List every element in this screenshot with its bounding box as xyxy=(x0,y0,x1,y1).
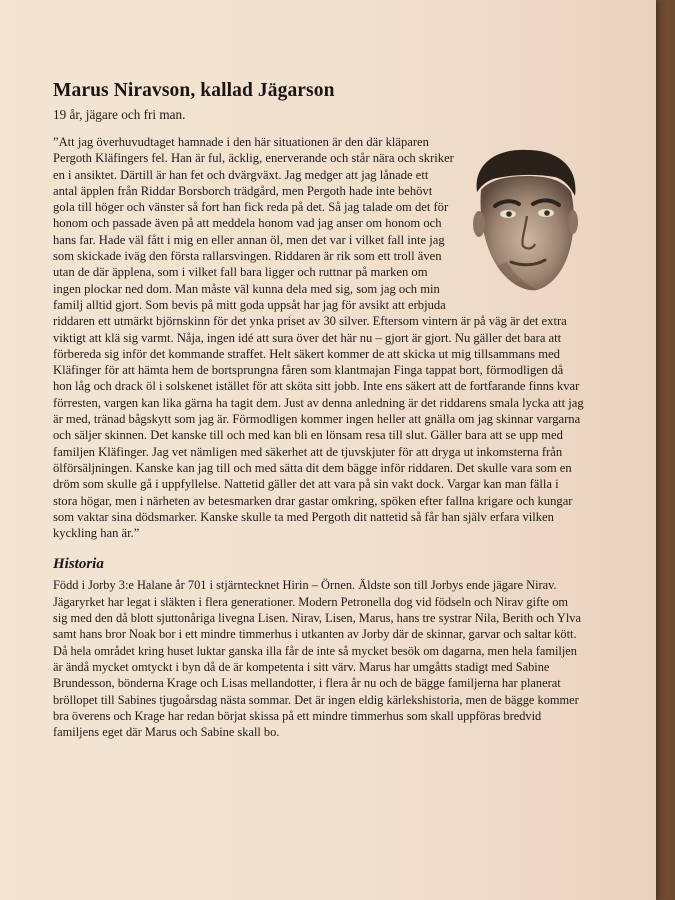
portrait-illustration xyxy=(467,144,585,304)
quote-section xyxy=(53,134,585,541)
character-title: Marus Niravson, kallad Jägarson xyxy=(53,80,335,101)
quote-text: ”Att jag överhuvudtaget hamnade i den här situationen är den där kläparen Pergoth Kläfingers fel. Han är ful, äcklig, enerverande och står nära och skriker en i ansiktet. Därtill är han fet och dvärgväxt. Jag medger att jag lånade ett antal äpplen från Riddar Borsborch trädgård, men Pergoth hade inte behövt gola till höger och vänster så fort han fick reda på det. Så jag talade om det för honom och passade även på att meddela honom vad jag anser om honom och hans far. Hade väl fått i mig en eller annan öl, men det var i vilket fall inte jag som skickade iväg den första rallarsvingen. Riddaren är rik som ett troll även utan de där äpplena, som i vilket fall bara ligger och ruttnar på marken om ingen plockar ned dom. Man måste väl kunna dela med sig, som jag och min familj alltid gjort. Som bevis på mitt goda uppsåt har jag för avsikt att erbjuda riddaren ett utmärkt björnskinn för det ynka priset av 30 silver. Eftersom vintern är på väg är det extra viktigt att klä sig varmt. Nåja, ingen idé att sura över det här nu – gjort är gjort. Nu gäller det bara att förbereda sig inför det kommande straffet. Helt säkert kommer de att skicka ut mig tillsammans med Kläfinger för att hämta hem de bortsprungna fåren som klantmajan Finga tappat bort, förmodligen då hon låg och drack öl i solskenet istället för att sköta sitt jobb. Inte ens säkert att de fortfarande finns kvar förresten, vargen kan lika gärna ha tagit dem. Just av denna anledning är det riddarens smala lycka att jag är med, tränad bågskytt som jag är. Förmodligen kommer ingen heller att gnälla om jag skinnar vargarna och säljer skinnen. Det kanske till och med kan bli en lönsam resa till slut. Gäller bara att se upp med familjen Kläfinger. Jag vet nämligen med säkerhet att de tjuvskjuter för att dryga ut inkomsterna från ölförsäljningen. Kanske kan jag till och med sätta dit dem bägge inför riddaren. Det skulle vara som en dröm som skulle gå i uppfyllelse. Nattetid gäller det att vara på sin vakt dock. Vargar kan man fälla i stora högar, men i närheten av betesmarken drar gastar omkring, spöken efter fallna krigare och kungar som vaktar sina dödsmarker. Kanske skulle ta med Pergoth dit nattetid så får han själv erfara vilken kyckling han är.” xyxy=(53,135,584,541)
text-column xyxy=(53,78,585,740)
history-heading: Historia xyxy=(53,556,104,573)
history-text: Född i Jorby 3:e Halane år 701 i stjärntecknet Hirin – Örnen. Äldste son till Jorbys ende jägare Nirav. Jägaryrket har legat i släkten i flera generationer. Modern Petronella dog vid födseln och Nirav gifte om sig med den då blott sjuttonåriga livegna Lisen. Nirav, Lisen, Marus, hans tre systrar Nila, Berith och Ylva samt hans bror Noak bor i ett mindre timmerhus i utkanten av Jorby där de skinnar, garvar och saltar kött. Då hela området kring huset luktar ganska illa får de inte så mycket besök om dagarna, men hela familjen är ändå mycket omtyckt i byn då de är kompetenta i sitt värv. Marus har umgåtts stadigt med Sabine Brundesson, bönderna Krage och Lisas mellandotter, i flera år nu och de bägge familjerna har planerat bröllopet till Sabines tjugoårsdag nästa sommar. Det är ingen eldig kärlekshistoria, men de bägge kommer bra överens och Krage har redan börjat skissa på ett mindre timmerhus som skall uppföras bredvid familjens eget där Marus och Sabine skall bo. xyxy=(53,578,581,740)
character-subtitle: 19 år, jägare och fri man. xyxy=(53,107,186,122)
